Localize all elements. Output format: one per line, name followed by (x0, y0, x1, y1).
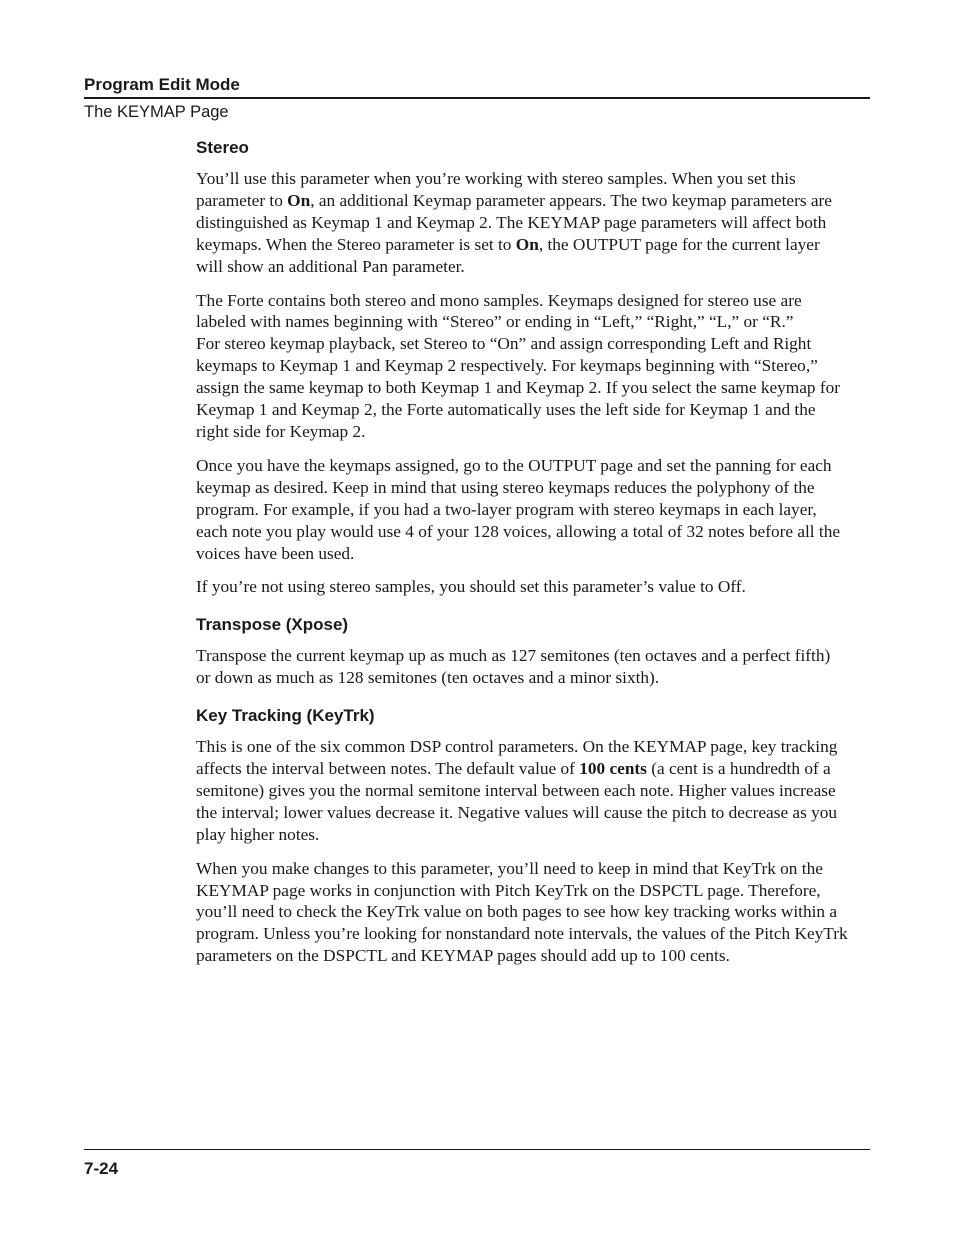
stereo-heading: Stereo (196, 138, 249, 157)
page-header (84, 74, 870, 123)
page-body (196, 137, 876, 979)
stereo-paragraph-3: Once you have the keymaps assigned, go to the OUTPUT page and set the panning for each keymap as desired. Keep in mind that using stereo keymaps reduces the polyphony of the program. For example, if you had a two-layer program with stereo keymaps in each layer, each note you play would use 4 of your 128 voices, allowing a total of 32 notes before all the voices have been used. (196, 455, 841, 563)
text-run: This is one of the six common DSP control parameters. On the KEYMAP page, key tracking affects the interval between notes. The default value of (196, 737, 838, 779)
page-number: 7-24 (84, 1159, 119, 1178)
keytrack-paragraph-2: When you make changes to this parameter, you’ll need to keep in mind that KeyTrk on the KEYMAP page works in conjunction with Pitch KeyTrk on the DSPCTL page. Therefore, you’ll need to check the KeyTrk value on both pages to see how key tracking works within a program. Unless you’re looking for nonstandard note intervals, the values of the Pitch KeyTrk parameters on the DSPCTL and KEYMAP pages should add up to 100 cents. (196, 858, 848, 966)
keytrack-heading: Key Tracking (KeyTrk) (196, 706, 375, 726)
text-run: , an additional Keymap parameter appears. The two keymap parameters are distinguished as Keymap 1 and Keymap 2. The KEYMAP page parameters will affect both keymaps. When the Stereo parameter is set to (196, 190, 832, 254)
value-100-cents: 100 cents (579, 759, 647, 779)
stereo-paragraph-1 (196, 168, 876, 278)
text-run: , the OUTPUT page for the current layer will show an additional Pan parameter. (196, 234, 820, 276)
stereo-paragraph-4: If you’re not using stereo samples, you should set this parameter’s value to Off. (196, 577, 746, 597)
stereo-paragraph-2: The Forte contains both stereo and mono samples. Keymaps designed for stereo use are labeled with names beginning with “Stereo” or ending in “Left,” “Right,” “L,” or “R.” For stereo keymap playback, set Stereo to “On” and assign corresponding Left and Right keymaps to Keymap 1 and Keymap 2 respectively. For keymaps beginning with “Stereo,” assign the same keymap to both Keymap 1 and Keymap 2. If you select the same keymap for Keymap 1 and Keymap 2, the Forte automatically uses the left side for Keymap 1 and the right side for Keymap 2. (196, 290, 841, 441)
keytrack-paragraph-1 (196, 736, 876, 846)
value-on: On (287, 190, 311, 210)
value-on: On (515, 234, 539, 254)
chapter-title: Program Edit Mode (84, 74, 870, 99)
transpose-paragraph-1: Transpose the current keymap up as much as 127 semitones (ten octaves and a perfect fifth) or down as much as 128 semitones (ten octaves and a minor sixth). (196, 646, 831, 688)
text-run: (a cent is a hundredth of a semitone) gives you the normal semitone interval between each note. Higher values increase the interval; lower values decrease it. Negative values will cause the pitch to decrease as you play higher notes. (196, 759, 838, 844)
text-run: You’ll use this parameter when you’re working with stereo samples. When you set this parameter to (196, 169, 796, 210)
section-title: The KEYMAP Page (84, 103, 229, 121)
footer-divider (84, 1149, 870, 1150)
transpose-heading: Transpose (Xpose) (196, 615, 349, 635)
